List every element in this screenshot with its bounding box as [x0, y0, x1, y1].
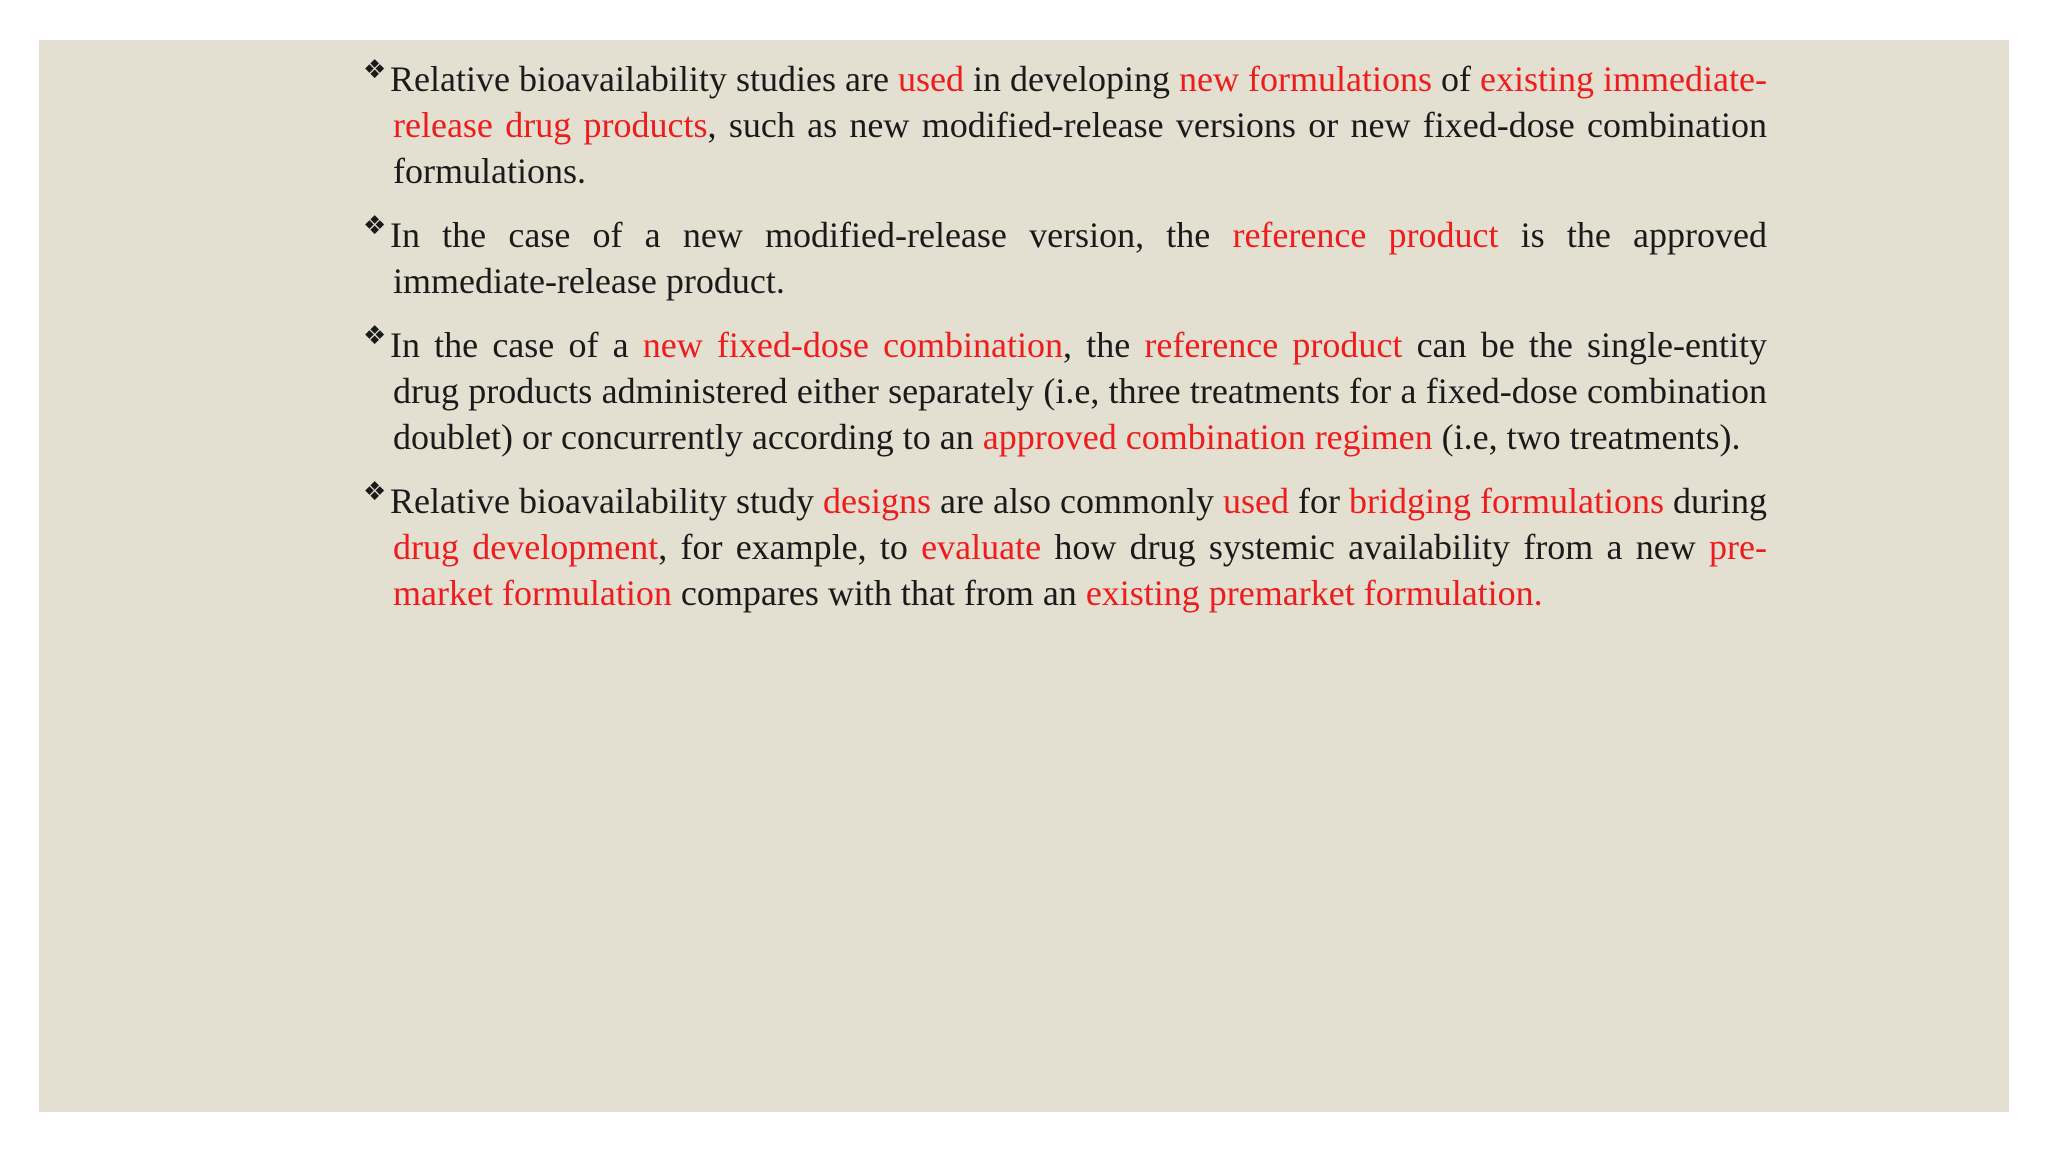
- highlighted-term: approved combination regimen: [982, 417, 1433, 457]
- text-segment: , such as new modified-release versions or new fixed-dose combination formulations.: [393, 105, 1767, 191]
- highlighted-term: pre-market formulation: [393, 527, 1767, 613]
- text-segment: is the approved immediate-release product.: [393, 215, 1768, 301]
- text-segment: In the case of a: [390, 325, 643, 365]
- bullet-text: [390, 59, 1767, 191]
- text-segment: Relative bioavailability studies are: [390, 59, 898, 99]
- highlighted-term: reference product: [1144, 325, 1403, 365]
- highlighted-term: designs: [822, 481, 931, 521]
- highlighted-term: existing immediate-release drug products: [393, 59, 1767, 145]
- text-segment: of: [1431, 59, 1481, 99]
- four-diamond-bullet-icon: ❖: [363, 321, 387, 351]
- highlighted-term: reference product: [1232, 215, 1499, 255]
- bullet-item: [363, 56, 1767, 194]
- text-segment: In the case of a new modified-release version, the: [390, 215, 1233, 255]
- highlighted-term: drug development: [393, 527, 659, 567]
- bullet-text: [390, 215, 1767, 301]
- text-segment: compares with that from an: [671, 573, 1086, 613]
- text-segment: how drug systemic availability from a new: [1041, 527, 1710, 567]
- highlighted-term: used: [897, 59, 964, 99]
- four-diamond-bullet-icon: ❖: [363, 55, 387, 85]
- text-segment: , the: [1063, 325, 1145, 365]
- highlighted-term: evaluate: [921, 527, 1042, 567]
- bullet-text: [390, 325, 1767, 457]
- highlighted-term: bridging formulations: [1349, 481, 1664, 521]
- text-segment: (i.e, two treatments).: [1432, 417, 1741, 457]
- bullet-item: [363, 478, 1767, 616]
- highlighted-term: used: [1222, 481, 1289, 521]
- highlighted-term: new formulations: [1179, 59, 1432, 99]
- highlighted-term: existing premarket formulation.: [1085, 573, 1543, 613]
- text-segment: can be the single-entity drug products administered either separately (i.e, three treatments for a fixed-dose combination doublet) or concurrently according to an: [393, 325, 1767, 457]
- text-segment: , for example, to: [658, 527, 922, 567]
- text-segment: Relative bioavailability study: [390, 481, 823, 521]
- four-diamond-bullet-icon: ❖: [363, 211, 387, 241]
- bullet-item: [363, 322, 1767, 460]
- text-segment: are also commonly: [930, 481, 1223, 521]
- text-segment: for: [1288, 481, 1349, 521]
- four-diamond-bullet-icon: ❖: [363, 477, 387, 507]
- bullet-item: [363, 212, 1767, 304]
- text-segment: in developing: [963, 59, 1179, 99]
- highlighted-term: new fixed-dose combination: [642, 325, 1064, 365]
- slide-canvas: [39, 40, 2009, 1112]
- text-segment: during: [1663, 481, 1767, 521]
- bullet-text: [390, 481, 1767, 613]
- bullet-list: [363, 56, 1767, 634]
